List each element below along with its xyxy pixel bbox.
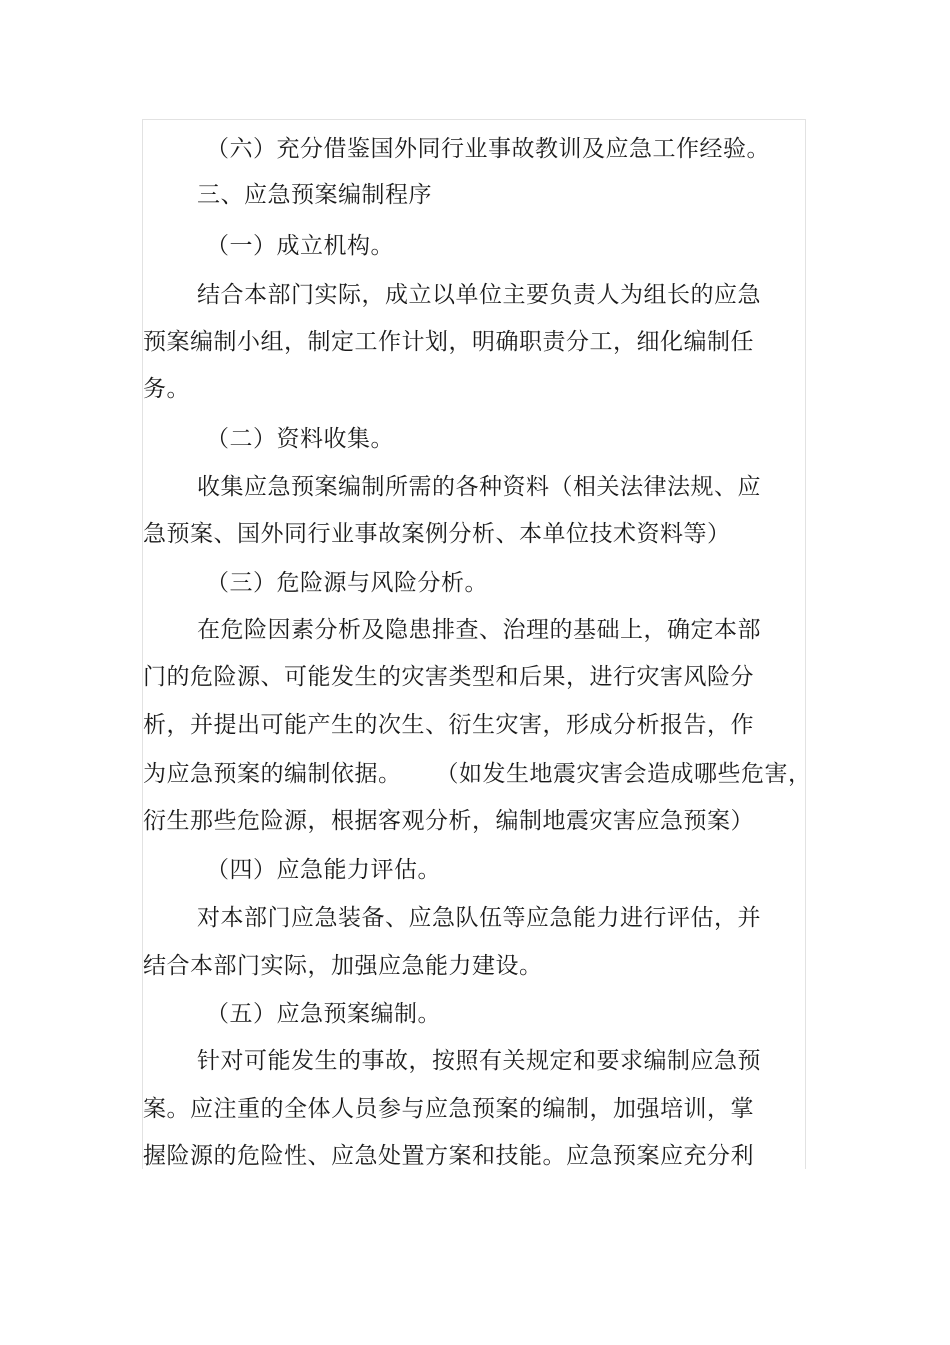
paragraph-aside: （如发生地震灾害会造成哪些危害， — [435, 761, 812, 787]
paragraph-line: 衍生那些危险源，根据客观分析，编制地震灾害应急预案） — [143, 808, 754, 834]
paragraph-line: 析，并提出可能产生的次生、衍生灾害，形成分析报告，作 — [143, 712, 754, 738]
section-heading-3: 三、应急预案编制程序 — [197, 182, 432, 208]
paragraph-line: 结合本部门实际，成立以单位主要负责人为组长的应急 — [197, 282, 761, 308]
paragraph-line: 在危险因素分析及隐患排查、治理的基础上，确定本部 — [197, 617, 761, 643]
paragraph-line: 案。应注重的全体人员参与应急预案的编制，加强培训，掌 — [143, 1096, 754, 1122]
subsection-heading-1: （一）成立机构。 — [206, 233, 394, 259]
paragraph-line: 预案编制小组，制定工作计划，明确职责分工，细化编制任 — [143, 329, 754, 355]
subsection-heading-6: （六）充分借鉴国外同行业事故教训及应急工作经验。 — [206, 136, 770, 162]
subsection-heading-3: （三）危险源与风险分析。 — [206, 570, 488, 596]
paragraph-line: 门的危险源、可能发生的灾害类型和后果，进行灾害风险分 — [143, 664, 754, 690]
paragraph-line: 务。 — [143, 376, 190, 402]
paragraph-line: 急预案、国外同行业事故案例分析、本单位技术资料等） — [143, 521, 731, 547]
paragraph-line: 收集应急预案编制所需的各种资料（相关法律法规、应 — [197, 474, 761, 500]
subsection-heading-4: （四）应急能力评估。 — [206, 857, 441, 883]
paragraph-line: 针对可能发生的事故，按照有关规定和要求编制应急预 — [197, 1048, 761, 1074]
subsection-heading-2: （二）资料收集。 — [206, 426, 394, 452]
paragraph-line: 结合本部门实际，加强应急能力建设。 — [143, 953, 543, 979]
paragraph-line: 握险源的危险性、应急处置方案和技能。应急预案应充分利 — [143, 1143, 754, 1169]
paragraph-line — [143, 759, 812, 789]
paragraph-line: 对本部门应急装备、应急队伍等应急能力进行评估，并 — [197, 905, 761, 931]
subsection-heading-5: （五）应急预案编制。 — [206, 1001, 441, 1027]
paragraph-text: 为应急预案的编制依据。 — [143, 761, 402, 787]
